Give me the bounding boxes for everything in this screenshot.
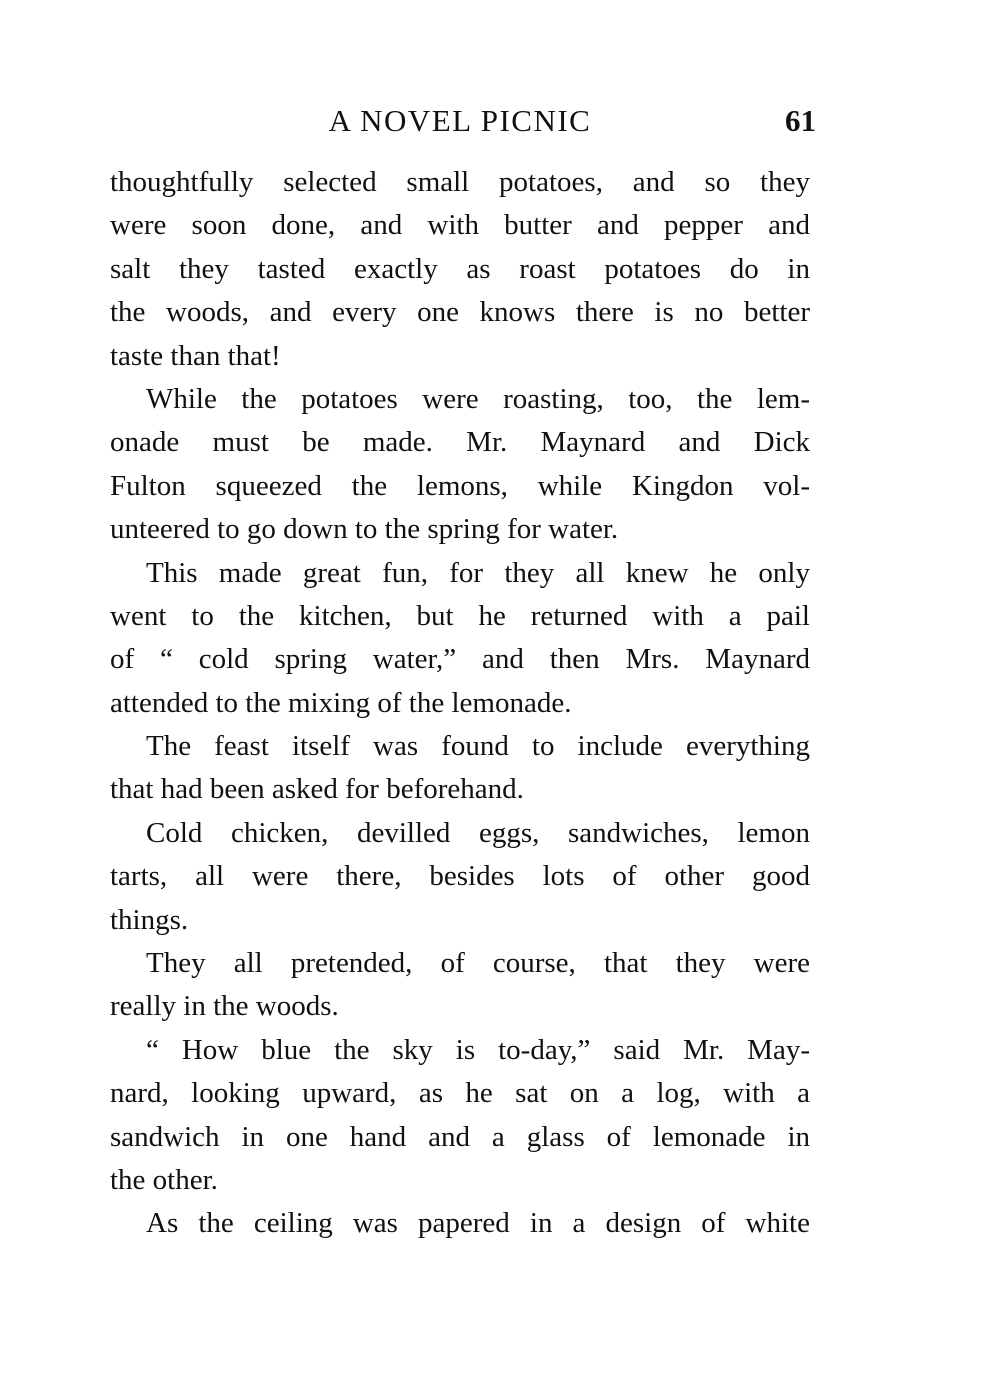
text-line: of “ cold spring water,” and then Mrs. Maynard [110, 643, 810, 676]
text-line: thoughtfully selected small potatoes, and so they [110, 166, 810, 198]
text-line: things. [110, 903, 189, 936]
paragraph [110, 942, 810, 1029]
text-line: attended to the mixing of the lemonade. [110, 686, 572, 719]
text-line: that had been asked for beforehand. [110, 773, 524, 806]
paragraph [110, 1202, 810, 1245]
text-line: went to the kitchen, but he returned with a pail [110, 599, 810, 632]
text-line: unteered to go down to the spring for water. [110, 513, 619, 546]
text-line: taste than that! [110, 339, 281, 372]
text-line: The feast itself was found to include everything [146, 730, 810, 763]
running-title: A NOVEL PICNIC [328, 103, 592, 138]
text-line: the woods, and every one knows there is no better [110, 296, 810, 329]
text-line: tarts, all were there, besides lots of other good [110, 860, 810, 893]
running-head [110, 101, 816, 141]
page-number: 61 [785, 103, 816, 138]
text-line: onade must be made. Mr. Maynard and Dick [110, 426, 810, 459]
paragraph [110, 552, 810, 726]
paragraph [110, 161, 810, 378]
text-line: As the ceiling was papered in a design of white [146, 1207, 810, 1240]
paragraph [110, 378, 810, 552]
paragraph [110, 812, 810, 942]
text-line: the other. [110, 1163, 218, 1196]
text-line: While the potatoes were roasting, too, the lem- [146, 382, 810, 415]
text-line: were soon done, and with butter and pepper and [110, 209, 810, 242]
paragraph [110, 1029, 810, 1203]
text-line: really in the woods. [110, 990, 339, 1023]
text-line: sandwich in one hand and a glass of lemonade in [110, 1120, 810, 1153]
text-line: Fulton squeezed the lemons, while Kingdon vol- [110, 469, 810, 502]
text-line: “ How blue the sky is to-day,” said Mr. May- [146, 1033, 810, 1066]
text-line: Cold chicken, devilled eggs, sandwiches, lemon [146, 816, 810, 849]
paragraph [110, 725, 810, 812]
text-line: salt they tasted exactly as roast potatoes do in [110, 252, 810, 285]
text-line: nard, looking upward, as he sat on a log, with a [110, 1077, 810, 1110]
text-line: They all pretended, of course, that they were [146, 947, 810, 980]
text-line: This made great fun, for they all knew he only [146, 556, 810, 589]
body-text [110, 161, 810, 1246]
